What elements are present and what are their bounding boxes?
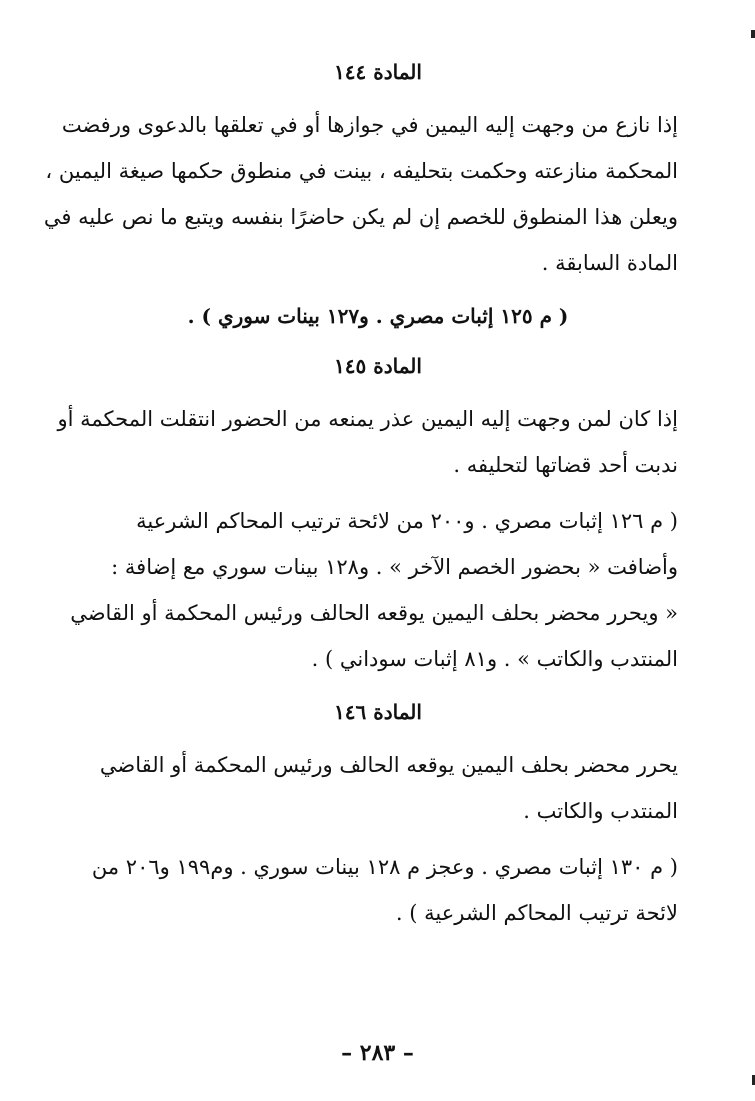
article-reference-note — [78, 844, 678, 936]
scan-edge-mark — [751, 30, 755, 38]
article-body — [43, 102, 678, 286]
article-title: المادة ١٤٥ — [334, 354, 422, 378]
note-line: ( م ١٣٠ إثبات مصري . وعجز م ١٢٨ بينات سوري . وم١٩٩ و٢٠٦ من — [91, 855, 678, 879]
body-line: المادة السابقة . — [541, 251, 678, 275]
note-line: ( م ١٢٦ إثبات مصري . و٢٠٠ من لائحة ترتيب المحاكم الشرعية — [136, 509, 678, 533]
note-line: وأضافت « بحضور الخصم الآخر » . و١٢٨ بينات سوري مع إضافة : — [111, 555, 678, 579]
article-reference-note — [70, 498, 678, 682]
body-line: المحكمة منازعته وحكمت بتحليفه ، بينت في منطوق حكمها صيغة اليمين ، — [45, 159, 678, 183]
note-line: لائحة ترتيب المحاكم الشرعية ) . — [395, 901, 678, 925]
article-body — [78, 742, 678, 834]
note-line: « ويحرر محضر بحلف اليمين يوقعه الحالف ورئيس المحكمة أو القاضي — [70, 601, 678, 625]
body-line: إذا نازع من وجهت إليه اليمين في جوازها أو في تعلقها بالدعوى ورفضت — [61, 113, 678, 137]
article-144 — [43, 52, 678, 336]
page-content — [43, 52, 678, 936]
note-line: المنتدب والكاتب » . و٨١ إثبات سوداني ) . — [311, 647, 678, 671]
body-line: ويعلن هذا المنطوق للخصم إن لم يكن حاضرًا بنفسه ويتبع ما نص عليه في — [43, 205, 678, 229]
body-line: إذا كان لمن وجهت إليه اليمين عذر يمنعه من الحضور انتقلت المحكمة أو — [57, 407, 678, 431]
article-146 — [78, 692, 678, 936]
article-145 — [57, 346, 678, 682]
body-line: ندبت أحد قضاتها لتحليفه . — [453, 453, 678, 477]
article-title: المادة ١٤٤ — [334, 60, 422, 84]
body-line: المنتدب والكاتب . — [523, 799, 678, 823]
article-reference-note: ( م ١٢٥ إثبات مصري . و١٢٧ بينات سوري ) . — [187, 304, 569, 328]
article-title: المادة ١٤٦ — [334, 700, 422, 724]
page-number: – ٢٨٣ – — [341, 1040, 414, 1066]
body-line: يحرر محضر بحلف اليمين يوقعه الحالف ورئيس المحكمة أو القاضي — [99, 753, 678, 777]
article-body — [57, 396, 678, 488]
